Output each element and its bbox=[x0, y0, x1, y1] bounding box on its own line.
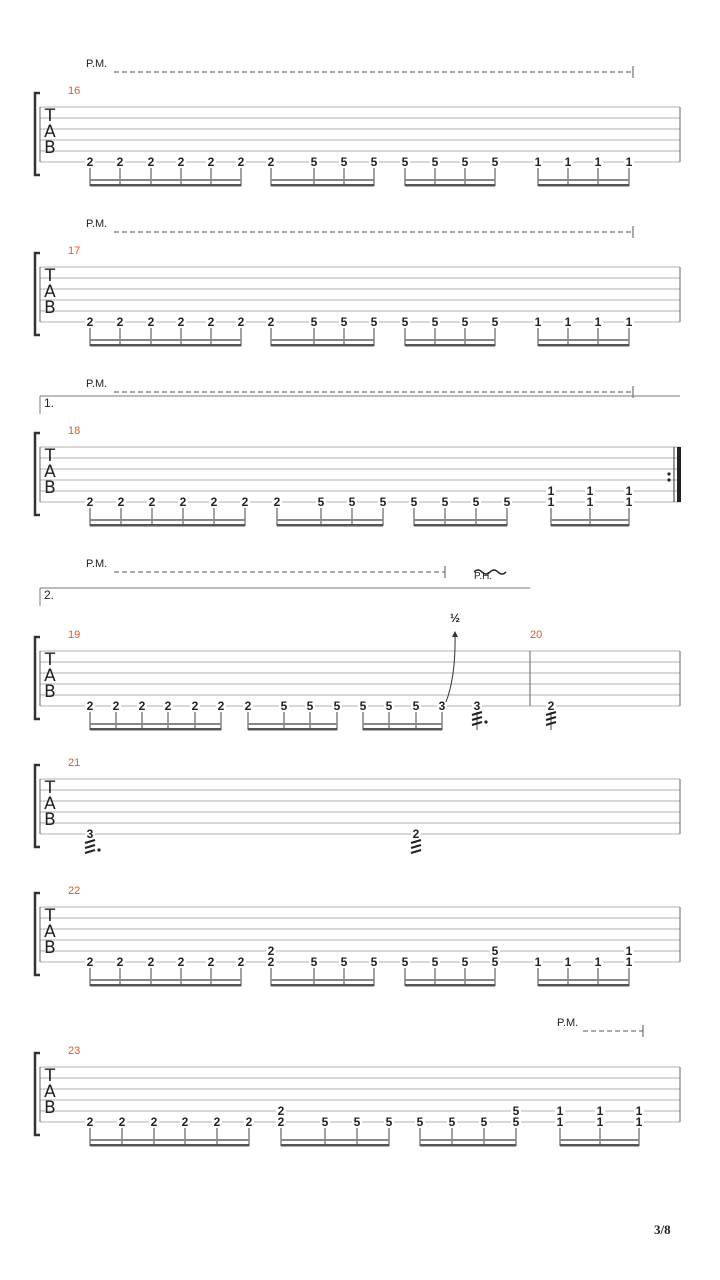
fret-number: 1 bbox=[564, 315, 572, 329]
fret-number: 2 bbox=[217, 699, 225, 713]
fret-number: 2 bbox=[179, 495, 187, 509]
fret-number: 1 bbox=[596, 1104, 604, 1118]
fret-number: 5 bbox=[385, 699, 393, 713]
fret-number: 2 bbox=[147, 155, 155, 169]
fret-number: 1 bbox=[534, 955, 542, 969]
tremolo-stroke bbox=[411, 850, 421, 853]
bend-arrowhead bbox=[452, 631, 458, 637]
beam bbox=[278, 524, 320, 527]
fret-number: 2 bbox=[118, 1115, 126, 1129]
beam-secondary bbox=[363, 723, 442, 725]
palm-mute-label: P.M. bbox=[86, 58, 108, 70]
tremolo-stroke bbox=[85, 850, 95, 853]
beam bbox=[363, 728, 442, 731]
fret-number: 1 bbox=[625, 955, 633, 969]
fret-number: 2 bbox=[147, 955, 155, 969]
measure-number: 21 bbox=[68, 757, 81, 769]
beam bbox=[282, 1144, 324, 1147]
fret-number: 5 bbox=[348, 495, 356, 509]
system-bracket bbox=[35, 893, 40, 975]
fret-number: 1 bbox=[534, 315, 542, 329]
beam-secondary bbox=[271, 179, 374, 181]
palm-mute-label: P.M. bbox=[557, 1017, 579, 1029]
beam-secondary bbox=[405, 979, 495, 981]
fret-number: 1 bbox=[635, 1115, 643, 1129]
fret-number: 5 bbox=[441, 495, 449, 509]
repeat-dot bbox=[667, 478, 670, 481]
tab-clef-letter: T bbox=[44, 1066, 56, 1086]
fret-number: 5 bbox=[480, 1115, 488, 1129]
fret-number: 5 bbox=[491, 955, 499, 969]
tab-system bbox=[35, 66, 680, 187]
fret-number: 5 bbox=[317, 495, 325, 509]
tab-system bbox=[35, 386, 681, 527]
fret-number: 2 bbox=[147, 315, 155, 329]
measure-number: 22 bbox=[68, 885, 81, 897]
bend-arrow bbox=[446, 633, 455, 702]
tab-clef-letter: B bbox=[44, 682, 56, 702]
fret-number: 5 bbox=[416, 1115, 424, 1129]
palm-mute-label: P.M. bbox=[86, 558, 108, 570]
beam-secondary bbox=[560, 1139, 639, 1141]
beam-secondary bbox=[271, 339, 374, 341]
beam-secondary bbox=[90, 723, 221, 725]
beam-secondary bbox=[277, 519, 383, 521]
beam-secondary bbox=[538, 339, 629, 341]
fret-number: 5 bbox=[412, 699, 420, 713]
fret-number: 1 bbox=[556, 1115, 564, 1129]
beam bbox=[538, 984, 629, 987]
beam bbox=[538, 184, 629, 187]
fret-number: 2 bbox=[177, 315, 185, 329]
beam bbox=[272, 344, 313, 347]
beam bbox=[405, 344, 495, 347]
measure-number: 19 bbox=[68, 629, 81, 641]
beam-secondary bbox=[538, 179, 629, 181]
fret-number: 5 bbox=[461, 315, 469, 329]
fret-number: 5 bbox=[491, 944, 499, 958]
beam bbox=[551, 524, 629, 527]
fret-number: 2 bbox=[245, 1115, 253, 1129]
fret-number: 5 bbox=[370, 155, 378, 169]
beam-secondary bbox=[271, 979, 374, 981]
tab-clef-letter: T bbox=[44, 446, 56, 466]
fret-number: 5 bbox=[321, 1115, 329, 1129]
fret-number: 5 bbox=[503, 495, 511, 509]
beam bbox=[405, 984, 495, 987]
beam-secondary bbox=[414, 519, 507, 521]
fret-number: 5 bbox=[340, 155, 348, 169]
beam-secondary bbox=[90, 179, 241, 181]
tab-clef-letter: T bbox=[44, 106, 56, 126]
measure-number: 16 bbox=[68, 85, 81, 97]
beam-secondary bbox=[420, 1139, 516, 1141]
beam-secondary bbox=[551, 519, 629, 521]
tremolo-stroke bbox=[85, 845, 95, 848]
fret-number: 1 bbox=[534, 155, 542, 169]
beam bbox=[420, 1144, 516, 1147]
tab-clef-letter: A bbox=[44, 282, 56, 302]
bend-amount: ½ bbox=[449, 611, 461, 625]
fret-number: 5 bbox=[461, 155, 469, 169]
fret-number: 5 bbox=[431, 315, 439, 329]
fret-number: 5 bbox=[491, 315, 499, 329]
fret-number: 5 bbox=[512, 1104, 520, 1118]
fret-number: 5 bbox=[431, 155, 439, 169]
beam-secondary bbox=[90, 339, 241, 341]
fret-number: 2 bbox=[277, 1104, 285, 1118]
beam bbox=[248, 728, 283, 731]
fret-number: 5 bbox=[461, 955, 469, 969]
fret-number: 2 bbox=[191, 699, 199, 713]
tab-clef-letter: A bbox=[44, 462, 56, 482]
beam-secondary bbox=[90, 979, 241, 981]
fret-number: 2 bbox=[277, 1115, 285, 1129]
system-bracket bbox=[35, 433, 40, 515]
tab-clef-letter: T bbox=[44, 906, 56, 926]
fret-number: 1 bbox=[594, 955, 602, 969]
fret-number: 2 bbox=[237, 155, 245, 169]
fret-number: 2 bbox=[86, 1115, 94, 1129]
tab-clef-letter: A bbox=[44, 922, 56, 942]
fret-number: 5 bbox=[353, 1115, 361, 1129]
fret-number: 5 bbox=[431, 955, 439, 969]
beam bbox=[90, 984, 241, 987]
fret-number: 1 bbox=[625, 484, 633, 498]
fret-number: 2 bbox=[86, 315, 94, 329]
fret-number: 2 bbox=[86, 155, 94, 169]
beam bbox=[538, 344, 629, 347]
measure-number: 23 bbox=[68, 1045, 81, 1057]
tab-clef-letter: A bbox=[44, 794, 56, 814]
repeat-dot bbox=[667, 472, 670, 475]
page-number: 3/8 bbox=[654, 1222, 671, 1237]
fret-number: 2 bbox=[267, 315, 275, 329]
fret-number: 2 bbox=[237, 315, 245, 329]
beam bbox=[90, 184, 241, 187]
fret-number: 5 bbox=[280, 699, 288, 713]
tab-clef-letter: T bbox=[44, 650, 56, 670]
fret-number: 2 bbox=[116, 315, 124, 329]
fret-number: 1 bbox=[547, 495, 555, 509]
tab-system bbox=[35, 765, 680, 853]
fret-number: 2 bbox=[207, 155, 215, 169]
fret-number: 2 bbox=[116, 955, 124, 969]
fret-number: 5 bbox=[401, 955, 409, 969]
beam-secondary bbox=[405, 179, 495, 181]
fret-number: 2 bbox=[207, 315, 215, 329]
system-bracket bbox=[35, 253, 40, 335]
beam bbox=[272, 984, 313, 987]
beam-secondary bbox=[90, 519, 245, 521]
fret-number: 2 bbox=[244, 699, 252, 713]
fret-number: 5 bbox=[340, 955, 348, 969]
fret-number: 2 bbox=[86, 699, 94, 713]
fret-number: 2 bbox=[150, 1115, 158, 1129]
beam-secondary bbox=[405, 339, 495, 341]
fret-number: 1 bbox=[556, 1104, 564, 1118]
beam bbox=[560, 1144, 639, 1147]
fret-number: 2 bbox=[138, 699, 146, 713]
tremolo-stroke bbox=[472, 717, 482, 720]
fret-number: 1 bbox=[625, 315, 633, 329]
fret-number: 5 bbox=[491, 155, 499, 169]
dot bbox=[484, 720, 487, 723]
fret-number: 5 bbox=[359, 699, 367, 713]
tremolo-stroke bbox=[472, 722, 482, 725]
fret-number: 2 bbox=[86, 495, 94, 509]
fret-number: 1 bbox=[596, 1115, 604, 1129]
fret-number: 5 bbox=[306, 699, 314, 713]
dot bbox=[97, 848, 100, 851]
fret-number: 5 bbox=[370, 955, 378, 969]
tremolo-stroke bbox=[411, 845, 421, 848]
beam-secondary bbox=[538, 979, 629, 981]
tab-clef-letter: B bbox=[44, 938, 56, 958]
fret-number: 2 bbox=[267, 155, 275, 169]
fret-number: 1 bbox=[564, 155, 572, 169]
tab-clef-letter: A bbox=[44, 122, 56, 142]
tremolo-stroke bbox=[546, 717, 556, 720]
fret-number: 2 bbox=[412, 827, 420, 841]
fret-number: 5 bbox=[410, 495, 418, 509]
fret-number: 2 bbox=[237, 955, 245, 969]
fret-number: 2 bbox=[181, 1115, 189, 1129]
fret-number: 2 bbox=[112, 699, 120, 713]
beam bbox=[414, 524, 507, 527]
beam-secondary bbox=[281, 1139, 389, 1141]
tab-clef-letter: B bbox=[44, 138, 56, 158]
beam bbox=[90, 1144, 249, 1147]
fret-number: 5 bbox=[448, 1115, 456, 1129]
fret-number: 2 bbox=[547, 699, 555, 713]
fret-number: 2 bbox=[241, 495, 249, 509]
tremolo-stroke bbox=[546, 722, 556, 725]
fret-number: 2 bbox=[148, 495, 156, 509]
palm-mute-label: P.M. bbox=[86, 378, 108, 390]
fret-number: 2 bbox=[177, 955, 185, 969]
fret-number: 2 bbox=[267, 955, 275, 969]
fret-number: 5 bbox=[512, 1115, 520, 1129]
fret-number: 1 bbox=[547, 484, 555, 498]
fret-number: 5 bbox=[472, 495, 480, 509]
fret-number: 5 bbox=[340, 315, 348, 329]
system-bracket bbox=[35, 765, 40, 847]
beam bbox=[90, 728, 221, 731]
tab-clef-letter: B bbox=[44, 810, 56, 830]
system-bracket bbox=[35, 93, 40, 175]
system-bracket bbox=[35, 637, 40, 719]
fret-number: 5 bbox=[379, 495, 387, 509]
measure-number: 20 bbox=[530, 629, 543, 641]
fret-number: 2 bbox=[273, 495, 281, 509]
tab-clef-letter: B bbox=[44, 1098, 56, 1118]
fret-number: 1 bbox=[586, 495, 594, 509]
tab-clef-letter: B bbox=[44, 478, 56, 498]
fret-number: 5 bbox=[401, 315, 409, 329]
fret-number: 2 bbox=[267, 944, 275, 958]
fret-number: 5 bbox=[370, 315, 378, 329]
fret-number: 1 bbox=[625, 495, 633, 509]
tab-clef-letter: A bbox=[44, 666, 56, 686]
fret-number: 5 bbox=[310, 315, 318, 329]
beam bbox=[405, 184, 495, 187]
fret-number: 1 bbox=[586, 484, 594, 498]
beam bbox=[90, 344, 241, 347]
fret-number: 2 bbox=[177, 155, 185, 169]
fret-number: 3 bbox=[473, 699, 481, 713]
fret-number: 3 bbox=[438, 699, 446, 713]
tab-clef-letter: A bbox=[44, 1082, 56, 1102]
measure-number: 18 bbox=[68, 425, 81, 437]
fret-number: 2 bbox=[207, 955, 215, 969]
beam-secondary bbox=[248, 723, 337, 725]
measure-number: 17 bbox=[68, 245, 81, 257]
beam bbox=[90, 524, 245, 527]
tab-system bbox=[35, 226, 680, 347]
fret-number: 2 bbox=[117, 495, 125, 509]
tab-clef-letter: B bbox=[44, 298, 56, 318]
fret-number: 3 bbox=[86, 827, 94, 841]
fret-number: 1 bbox=[564, 955, 572, 969]
fret-number: 2 bbox=[116, 155, 124, 169]
fret-number: 2 bbox=[86, 955, 94, 969]
palm-mute-label: P.M. bbox=[86, 218, 108, 230]
fret-number: 1 bbox=[635, 1104, 643, 1118]
fret-number: 1 bbox=[625, 944, 633, 958]
fret-number: 1 bbox=[594, 155, 602, 169]
tab-clef-letter: T bbox=[44, 266, 56, 286]
fret-number: 1 bbox=[594, 315, 602, 329]
fret-number: 1 bbox=[625, 155, 633, 169]
fret-number: 2 bbox=[213, 1115, 221, 1129]
beam bbox=[272, 184, 313, 187]
pinch-harmonic-label: P.H. bbox=[474, 571, 493, 582]
fret-number: 5 bbox=[310, 155, 318, 169]
fret-number: 2 bbox=[210, 495, 218, 509]
tab-system bbox=[35, 566, 680, 731]
fret-number: 5 bbox=[333, 699, 341, 713]
repeat-barline-thick bbox=[677, 447, 681, 502]
system-bracket bbox=[35, 1053, 40, 1135]
fret-number: 2 bbox=[164, 699, 172, 713]
tab-clef-letter: T bbox=[44, 778, 56, 798]
fret-number: 5 bbox=[385, 1115, 393, 1129]
beam-secondary bbox=[90, 1139, 249, 1141]
fret-number: 5 bbox=[310, 955, 318, 969]
volta-number: 2. bbox=[44, 588, 55, 602]
volta-number: 1. bbox=[44, 396, 55, 410]
fret-number: 5 bbox=[401, 155, 409, 169]
tab-system bbox=[35, 893, 680, 987]
